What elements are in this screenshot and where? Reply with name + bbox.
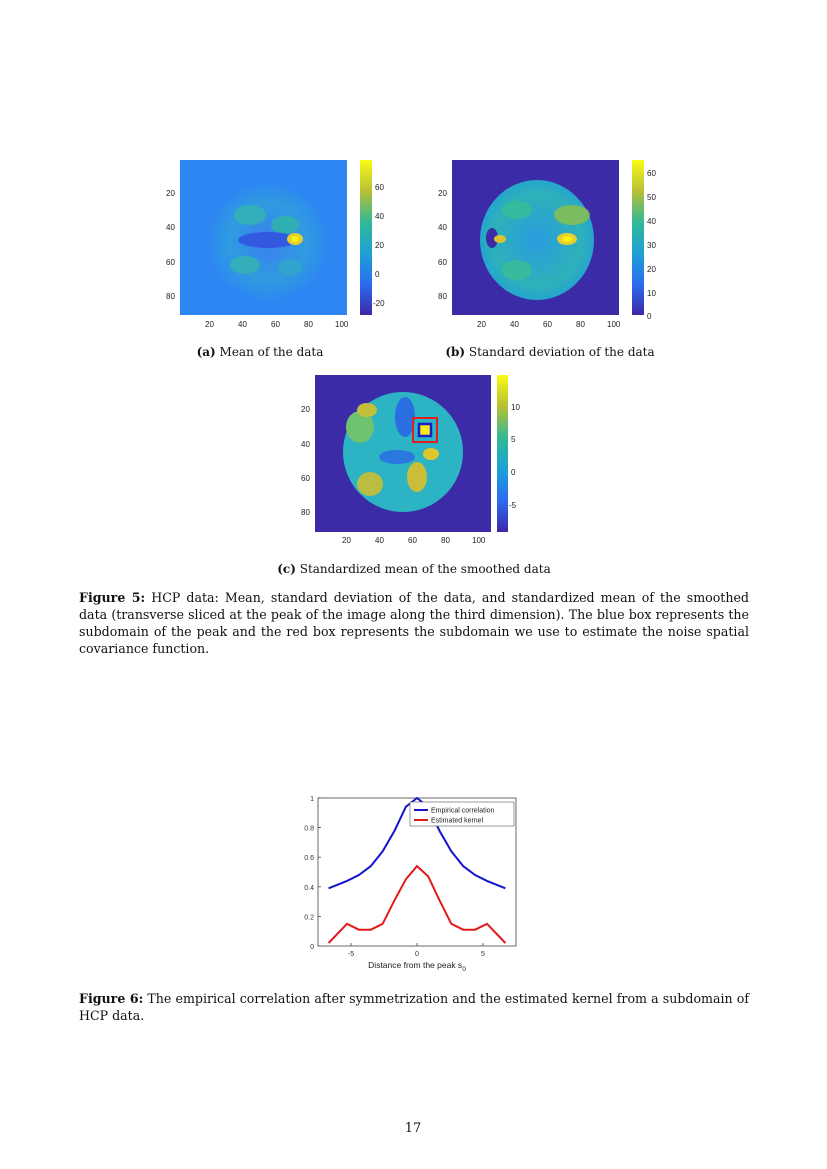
y-tick-label: 0.8 (304, 825, 314, 833)
subcaption-a (160, 345, 360, 359)
subcaption-text: Standard deviation of the data (468, 345, 655, 359)
y-tick-label: 0.4 (304, 884, 314, 892)
xtick: 20 (205, 320, 214, 329)
xtick: 60 (543, 320, 552, 329)
xtick: 40 (510, 320, 519, 329)
colorbar-tick: 60 (375, 183, 384, 192)
xtick: 40 (238, 320, 247, 329)
colorbar-tick: -5 (509, 501, 517, 510)
ytick: 80 (438, 292, 447, 301)
heatmap-standardized (285, 372, 525, 552)
ytick: 60 (166, 258, 175, 267)
colorbar-c (497, 375, 508, 532)
blue-peak-box (419, 424, 431, 436)
colorbar-tick: 20 (647, 265, 656, 274)
colorbar-tick: 0 (511, 468, 516, 477)
xtick: 20 (477, 320, 486, 329)
xtick: 100 (607, 320, 621, 329)
x-tick-label: -5 (347, 951, 355, 958)
panel-b (422, 155, 662, 335)
xtick: 100 (472, 536, 486, 545)
figure-5-caption (79, 589, 749, 657)
panel-a (150, 155, 390, 335)
caption-text: The empirical correlation after symmetrization and the estimated kernel from a subdomain of HCP data. (79, 991, 749, 1023)
xtick: 20 (342, 536, 351, 545)
ytick: 40 (301, 440, 310, 449)
x-axis-label: Distance from the peak $s_0$ (368, 960, 466, 973)
y-tick-label: 0 (310, 944, 314, 951)
ytick: 40 (166, 223, 175, 232)
caption-label: Figure 6: (79, 991, 144, 1006)
ytick: 20 (438, 189, 447, 198)
heatmap-std (422, 155, 662, 335)
colorbar-tick: 20 (375, 241, 384, 250)
colorbar-tick: 30 (647, 241, 656, 250)
y-tick-label: 0.2 (304, 914, 314, 922)
ytick: 80 (301, 508, 310, 517)
y-tick-label: 1 (310, 796, 314, 803)
xtick: 80 (576, 320, 585, 329)
subcaption-text: Mean of the data (219, 345, 324, 359)
xtick: 80 (441, 536, 450, 545)
colorbar-b (632, 160, 644, 315)
legend-label: Empirical correlation (431, 807, 495, 815)
xtick: 80 (304, 320, 313, 329)
xtick: 60 (408, 536, 417, 545)
xtick: 100 (335, 320, 349, 329)
colorbar-tick: 60 (647, 169, 656, 178)
caption-label: Figure 5: (79, 590, 146, 605)
subcaption-text: Standardized mean of the smoothed data (299, 562, 551, 576)
correlation-chart (300, 788, 560, 978)
figure-6-caption (79, 990, 749, 1024)
legend-label: Estimated kernel (431, 817, 484, 825)
colorbar-a (360, 160, 372, 315)
subcaption-c (264, 562, 564, 576)
colorbar-tick: -20 (373, 299, 385, 308)
ytick: 60 (301, 474, 310, 483)
colorbar-tick: 0 (647, 312, 652, 321)
page-number: 17 (404, 1121, 422, 1136)
xtick: 40 (375, 536, 384, 545)
ytick: 40 (438, 223, 447, 232)
caption-text: HCP data: Mean, standard deviation of the data, and standardized mean of the smoothed data (transverse sliced at the peak of the image along the third dimension). The blue box represents the subdomain of the peak and the red box represents the subdomain we use to estimate the noise spatial covariance function. (79, 590, 749, 656)
ytick: 60 (438, 258, 447, 267)
y-tick-label: 0.6 (304, 855, 314, 863)
colorbar-tick: 10 (511, 403, 520, 412)
subcaption-b (430, 345, 670, 359)
x-tick-label: 0 (415, 951, 419, 958)
colorbar-tick: 50 (647, 193, 656, 202)
colorbar-tick: 40 (375, 212, 384, 221)
colorbar-tick: 0 (375, 270, 380, 279)
colorbar-tick: 5 (511, 435, 516, 444)
xtick: 60 (271, 320, 280, 329)
ytick: 20 (166, 189, 175, 198)
colorbar-tick: 10 (647, 289, 656, 298)
subcaption-label: (a) (196, 345, 216, 359)
heatmap-mean (150, 155, 390, 335)
ytick: 80 (166, 292, 175, 301)
colorbar-tick: 40 (647, 217, 656, 226)
x-tick-label: 5 (481, 951, 485, 958)
ytick: 20 (301, 405, 310, 414)
subcaption-label: (b) (445, 345, 466, 359)
subcaption-label: (c) (277, 562, 296, 576)
panel-c (285, 372, 525, 552)
